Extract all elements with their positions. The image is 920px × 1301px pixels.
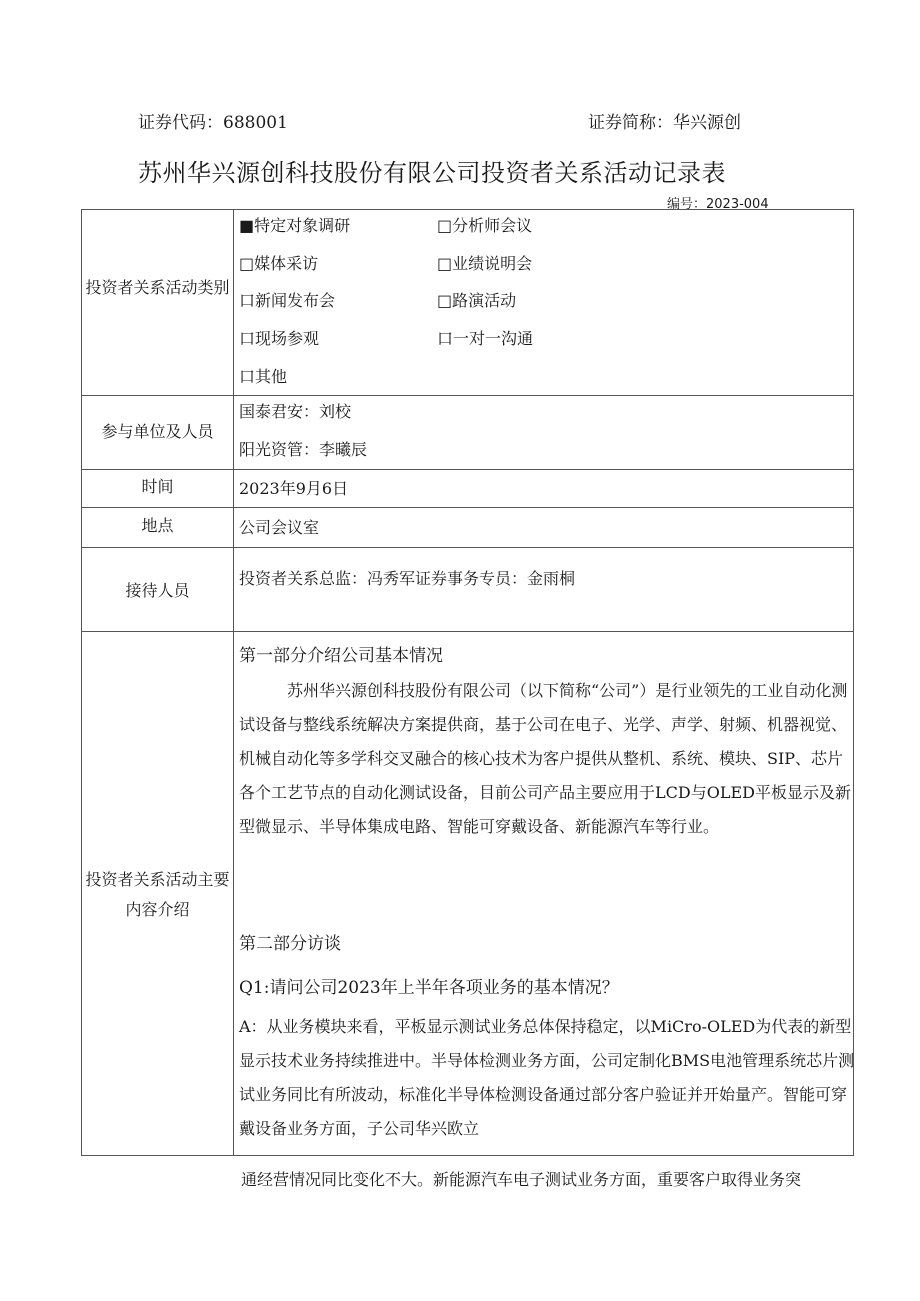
- option-one-on-one: 口一对一沟通: [437, 329, 534, 348]
- participant-line: 阳光资管：李曦辰: [239, 440, 368, 459]
- option-roadshow: □路演活动: [437, 291, 517, 310]
- option-specific-research: ■特定对象调研: [239, 216, 351, 235]
- row-divider: [82, 547, 853, 548]
- part2-heading: 第二部分访谈: [239, 934, 341, 954]
- row-divider: [82, 469, 853, 470]
- continuation-text: 通经营情况同比变化不大。新能源汽车电子测试业务方面，重要客户取得业务突: [241, 1170, 802, 1189]
- part1-paragraph: 苏州华兴源创科技股份有限公司（以下简称“公司”）是行业领先的工业自动化测试设备与整线系统解决方案提供商，基于公司在电子、光学、声学、射频、机器视觉、机械自动化等多学科交叉融合的核心技术为客户提供从整机、系统、模块、SIP、芯片各个工艺节点的自动化测试设备，目前公司产品主要应用于LCD与OLED平板显示及新型微显示、半导体集成电路、智能可穿戴设备、新能源汽车等行业。: [239, 681, 851, 836]
- security-abbreviation: 证券简称：华兴源创: [588, 113, 741, 133]
- time-value: 2023年9月6日: [239, 479, 349, 498]
- participant-line: 国泰君安：刘校: [239, 402, 352, 421]
- column-divider: [233, 210, 234, 1155]
- location-label: 地点: [141, 516, 174, 535]
- option-analyst-meeting: □分析师会议: [437, 216, 533, 235]
- reception-label: 接待人员: [125, 581, 190, 600]
- security-code: 证券代码：688001: [138, 113, 288, 133]
- row-divider: [82, 631, 853, 632]
- activity-type-label: 投资者关系活动类别: [85, 278, 230, 297]
- row-divider: [82, 395, 853, 396]
- option-site-visit: 口现场参观: [239, 329, 320, 348]
- serial-number: 编号：2023-004: [667, 197, 769, 212]
- option-media-interview: □媒体采访: [239, 254, 319, 273]
- option-other: 口其他: [239, 367, 288, 386]
- option-press-conference: 口新闻发布会: [239, 291, 336, 310]
- time-label: 时间: [141, 477, 174, 496]
- document-title: 苏州华兴源创科技股份有限公司投资者关系活动记录表: [138, 159, 726, 187]
- record-table: [81, 209, 854, 1156]
- participants-label: 参与单位及人员: [101, 422, 214, 441]
- answer-1: A：从业务模块来看，平板显示测试业务总体保持稳定，以MiCro-OLED为代表的新型显示技术业务持续推进中。半导体检测业务方面，公司定制化BMS电池管理系统芯片测试业务同比有所波动，标准化半导体检测设备通过部分客户验证并开始量产。智能可穿戴设备业务方面，子公司华兴欧立: [239, 1017, 855, 1138]
- row-divider: [82, 507, 853, 508]
- content-label: 投资者关系活动主要内容介绍: [85, 870, 230, 919]
- location-value: 公司会议室: [239, 518, 320, 537]
- question-1: Q1:请问公司2023年上半年各项业务的基本情况？: [239, 978, 619, 998]
- reception-value: 投资者关系总监：冯秀军证券事务专员：金雨桐: [239, 569, 576, 588]
- part1-heading: 第一部分介绍公司基本情况: [239, 646, 443, 666]
- option-earnings-call: □业绩说明会: [437, 254, 533, 273]
